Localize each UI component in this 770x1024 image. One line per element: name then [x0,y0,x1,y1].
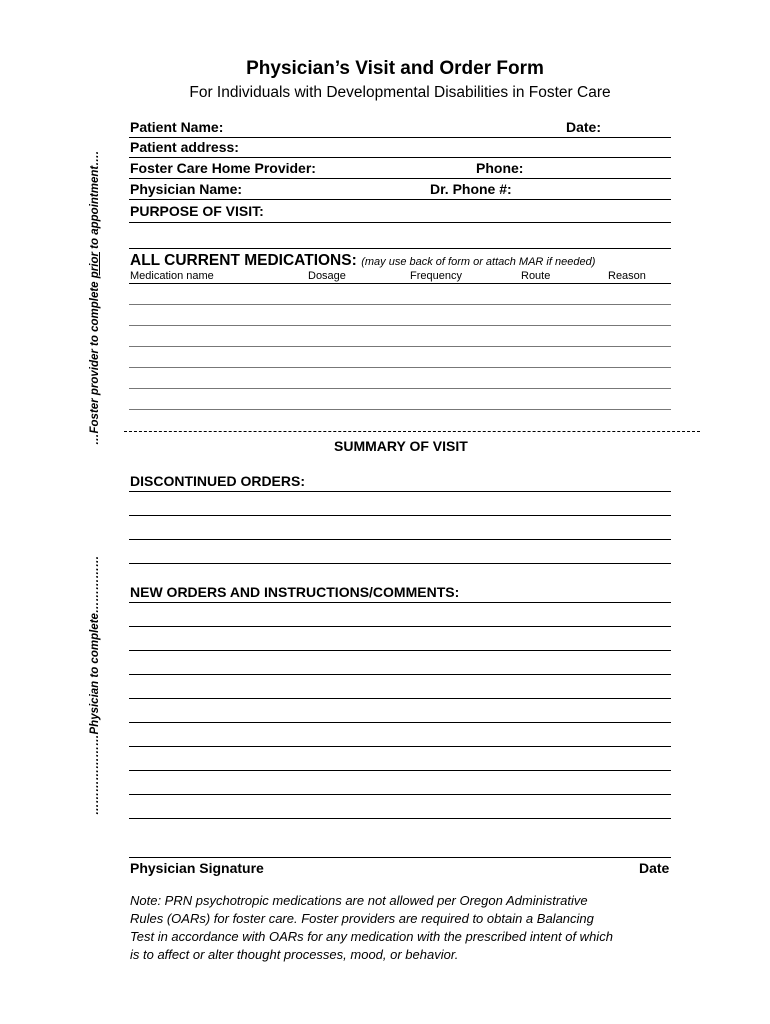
provider-line[interactable] [129,178,671,179]
new-orders-line[interactable] [129,674,671,675]
provider-label: Foster Care Home Provider: [130,160,316,176]
section-divider [124,431,700,432]
date-label: Date: [566,119,602,135]
col-reason: Reason [608,270,646,282]
note-line: Test in accordance with OARs for any medication with the prescribed intent of which [130,929,613,944]
medications-note: (may use back of form or attach MAR if needed) [361,256,596,268]
new-orders-line[interactable] [129,746,671,747]
discontinued-line[interactable] [129,491,671,492]
side-label-foster-provider [89,151,101,445]
medication-row-line[interactable] [129,325,671,326]
new-orders-line[interactable] [129,650,671,651]
medication-row-line[interactable] [129,346,671,347]
patient-name-label: Patient Name: [130,119,224,135]
discontinued-heading: DISCONTINUED ORDERS: [130,473,306,489]
medication-header-line [129,283,671,284]
physician-name-label: Physician Name: [130,181,243,197]
side-label-physician [89,556,101,815]
discontinued-line[interactable] [129,539,671,540]
oar-note [130,892,690,964]
col-frequency: Frequency [410,270,462,282]
patient-address-label: Patient address: [130,139,239,155]
medication-row-line[interactable] [129,367,671,368]
summary-heading: SUMMARY OF VISIT [334,438,468,454]
medications-heading: ALL CURRENT MEDICATIONS: [130,252,357,269]
signature-label: Physician Signature [130,860,264,876]
note-line: Note: PRN psychotropic medications are not allowed per Oregon Administrative [130,893,588,908]
dr-phone-label: Dr. Phone #: [430,181,512,197]
purpose-line-1[interactable] [129,222,671,223]
discontinued-line[interactable] [129,515,671,516]
medication-row-line[interactable] [129,409,671,410]
purpose-line-2[interactable] [129,248,671,249]
note-line: is to affect or alter thought processes, mood, or behavior. [130,947,459,962]
col-medication-name: Medication name [130,270,214,282]
new-orders-line[interactable] [129,818,671,819]
medication-row-line[interactable] [129,388,671,389]
signature-line[interactable] [129,857,671,858]
new-orders-line[interactable] [129,770,671,771]
col-route: Route [521,270,551,282]
new-orders-line[interactable] [129,626,671,627]
col-dosage: Dosage [308,270,346,282]
side-label-physician-text: …………………Physician to complete…………… [89,555,101,815]
discontinued-line[interactable] [129,563,671,564]
form-subtitle: For Individuals with Developmental Disabilities in Foster Care [189,84,611,101]
patient-address-line[interactable] [129,157,671,158]
phone-label: Phone: [476,160,524,176]
new-orders-line[interactable] [129,722,671,723]
new-orders-line[interactable] [129,698,671,699]
purpose-label: PURPOSE OF VISIT: [130,203,264,219]
new-orders-heading: NEW ORDERS AND INSTRUCTIONS/COMMENTS: [130,584,460,600]
physician-name-line[interactable] [129,199,671,200]
form-title: Physician’s Visit and Order Form [246,58,544,79]
medication-row-line[interactable] [129,304,671,305]
new-orders-line[interactable] [129,602,671,603]
new-orders-line[interactable] [129,794,671,795]
signature-date-label: Date [639,860,670,876]
note-line: Rules (OARs) for foster care. Foster providers are required to obtain a Balancing [130,911,594,926]
side-label-foster-provider-text: …Foster provider to complete prior to appointment…. [89,151,101,445]
medications-heading-row [130,252,595,270]
patient-name-line[interactable] [129,137,671,138]
